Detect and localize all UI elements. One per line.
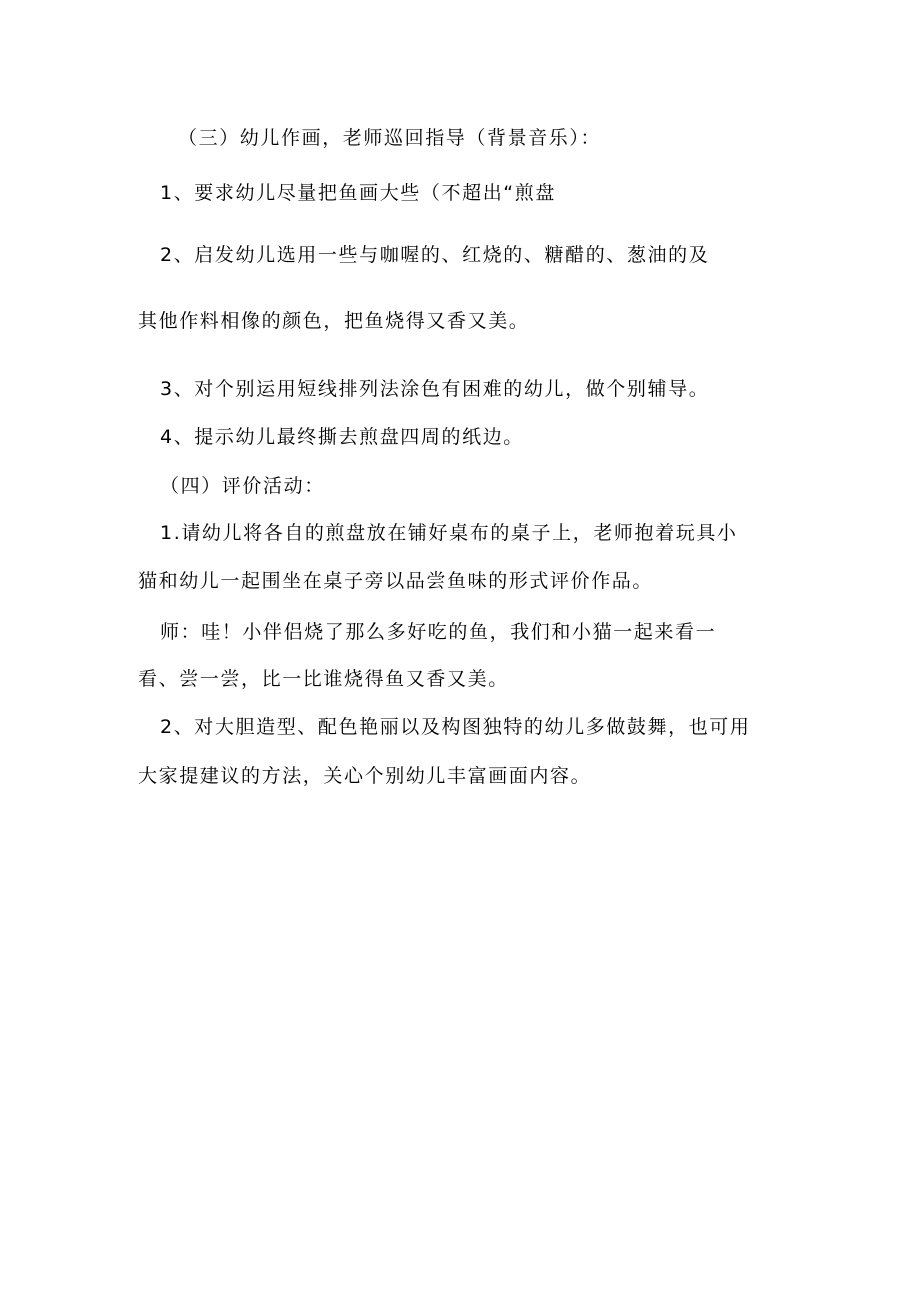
paragraph-line: 看、尝一尝，比一比谁烧得鱼又香又美。 (138, 668, 509, 690)
paragraph-line: 猫和幼儿一起围坐在桌子旁以品尝鱼味的形式评价作品。 (138, 570, 654, 592)
section-heading-4: （四）评价活动： (160, 475, 325, 497)
paragraph-line: 2、启发幼儿选用一些与咖喔的、红烧的、糖醋的、葱油的及 (160, 244, 710, 266)
section-heading-3: （三）幼儿作画，老师巡回指导（背景音乐）： (178, 127, 602, 149)
paragraph-line: 4、提示幼儿最终撕去煎盘四周的纸边。 (160, 426, 524, 448)
paragraph-line: 1.请幼儿将各自的煎盘放在铺好桌布的桌子上，老师抱着玩具小 (160, 522, 738, 544)
paragraph-line: 大家提建议的方法，关心个别幼儿丰富画面内容。 (138, 765, 592, 787)
paragraph-line: 3、对个别运用短线排列法涂色有困难的幼儿，做个别辅导。 (160, 378, 710, 400)
paragraph-line: 1、要求幼儿尽量把鱼画大些（不超出“煎盘 (160, 182, 556, 204)
paragraph-line: 其他作料相像的颜色，把鱼烧得又香又美。 (138, 310, 530, 332)
paragraph-line: 2、对大胆造型、配色艳丽以及构图独特的幼儿多做鼓舞，也可用 (160, 716, 751, 738)
paragraph-line: 师：哇！小伴侣烧了那么多好吃的鱼，我们和小猫一起来看一 (160, 621, 717, 643)
